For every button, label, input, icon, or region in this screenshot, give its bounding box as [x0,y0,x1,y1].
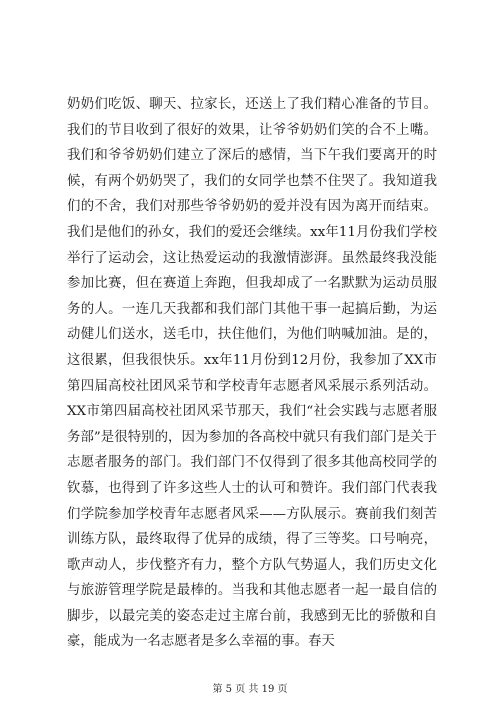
body-paragraph: 奶奶们吃饭、聊天、拉家长，还送上了我们精心准备的节目。我们的节目收到了很好的效果，让爷爷奶奶们笑的合不上嘴。我们和爷爷奶奶们建立了深后的感情，当下午我们要离开的时候，有两个奶奶哭了，我们的女同学也禁不住哭了。我知道我们的不舍，我们对那些爷爷奶奶的爱并没有因为离开而结束。我们是他们的孙女，我们的爱还会继续。xx年11月份我们学校举行了运动会，这让热爱运动的我激情澎湃。虽然最终我没能参加比赛，但在赛道上奔跑，但我却成了一名默默为运动员服务的人。一连几天我都和我们部门其他干事一起搞后勤，为运动健儿们送水，送毛巾，扶住他们，为他们呐喊加油。是的，这很累，但我很快乐。xx年11月份到12月份，我参加了XX市第四届高校社团风采节和学校青年志愿者风采展示系列活动。XX市第四届高校社团风采节那天，我们“社会实践与志愿者服务部”是很特别的，因为参加的各高校中就只有我们部门是关于志愿者服务的部门。我们部门不仅得到了很多其他高校同学的钦慕，也得到了许多这些人士的认可和赞许。我们部门代表我们学院参加学校青年志愿者风采——方队展示。赛前我们刻苦训练方队，最终取得了优异的成绩，得了三等奖。口号响亮，歌声动人，步伐整齐有力，整个方队气势逼人，我们历史文化与旅游管理学院是最棒的。当我和其他志愿者一起一最自信的脚步，以最完美的姿态走过主席台前，我感到无比的骄傲和自豪，能成为一名志愿者是多么幸福的事。春天 [67,97,437,650]
page-number-footer: 第 5 页 共 19 页 [212,684,288,695]
